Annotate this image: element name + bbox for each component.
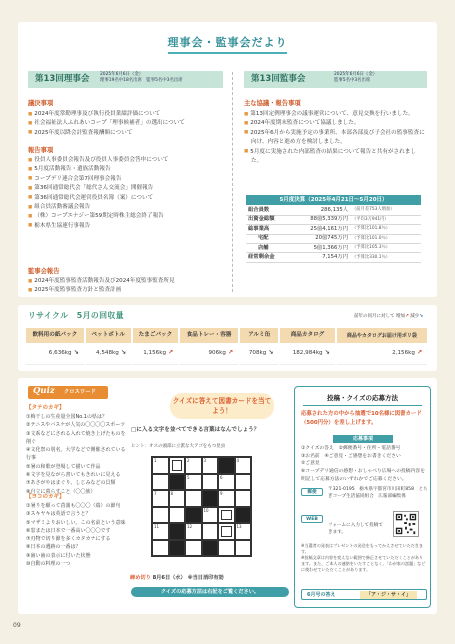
grid-cell[interactable] xyxy=(185,474,202,491)
cell-number: 6 xyxy=(220,474,223,480)
grid-cell[interactable] xyxy=(218,507,235,524)
rijikai-sec2: 報告事項 xyxy=(28,147,54,154)
kanjikai-heading: 第13回監事会 xyxy=(251,74,306,84)
grid-cell[interactable] xyxy=(202,474,219,491)
grid-cell xyxy=(202,540,219,557)
cell-number: 4 xyxy=(236,458,240,463)
list-item: ■ 第36回通常総代会運営役員名簿（案）について xyxy=(28,194,228,203)
deadline-label: 締め切り xyxy=(130,575,151,581)
list-item: ③お名前 ④ご意見・ご感想をお書きください xyxy=(301,453,401,459)
grid-cell[interactable] xyxy=(152,507,169,524)
kessan-amount: 25億4,161万円 xyxy=(292,225,350,234)
cell-number: 13 xyxy=(236,524,242,529)
deadline-date: 8月6日（水） xyxy=(152,575,186,581)
grid-cell xyxy=(202,490,219,507)
up-arrow-icon: ↗ xyxy=(227,348,233,356)
recycle-legend xyxy=(354,314,423,320)
tate-clues xyxy=(26,413,128,496)
clue-item: ⑤マザミよりおいしい。この名前という意味 xyxy=(26,519,126,526)
grid-cell[interactable] xyxy=(169,507,186,524)
cell-number: 10 xyxy=(203,507,209,513)
grid-cell[interactable] xyxy=(202,507,219,524)
clue-item: ⑧日本の遺跡の一番は？ xyxy=(26,544,81,551)
list-item: ■ 第13回定例理事会の議事運営について、意見交換を行いました。 xyxy=(244,110,427,119)
clue-item: ②テニスやバスケが人気の〇〇〇〇スポーツ xyxy=(26,422,126,429)
rijikai-sec1: 議決事項 xyxy=(28,100,54,107)
quiz-card xyxy=(18,378,437,614)
column-divider xyxy=(232,72,233,292)
rijikai-meta xyxy=(100,72,183,85)
recycle-item-cell xyxy=(132,343,179,364)
page-title: 理事会・監事会だより xyxy=(167,36,288,49)
kessan-note: （前月差753人増加） xyxy=(350,206,421,215)
web-text: フォームに入力して投稿できます。 xyxy=(328,523,383,535)
grid-cell[interactable] xyxy=(218,540,235,557)
quiz-logo-text: Quiz xyxy=(33,386,55,396)
recycle-item-name: アルミ缶 xyxy=(239,328,279,343)
list-item: ■ 2025年6月から実施予定の事業所、本部各部及び子会社の監事監査に向け、内容と進め方を検討しました。 xyxy=(244,129,427,148)
list-item: ■ 社会福祉法人ふれあいコープ「理事候補者」の選出について xyxy=(28,119,228,128)
recycle-card xyxy=(18,305,437,371)
list-item: ■ 2024年度監事監査活動報告及び2024年度監事監査所見 xyxy=(28,277,228,286)
list-item: ⑥コープデリ通信の感想・おしゃべり広場への投稿内容を明記して応募方法のいずれかでご応募ください。 xyxy=(301,469,425,482)
down-arrow-icon: ↘ xyxy=(73,348,79,356)
recycle-item-value: 2,156kg xyxy=(392,349,415,356)
last-answer-value: 「ア・ジ・サ・イ」 xyxy=(360,591,417,599)
quiz-note: クイズの応募方法は右記をご覧ください。 xyxy=(131,587,289,597)
list-item: ■ 役員人事委員会報告及び役員人事委員会答申について xyxy=(28,156,228,165)
kanjikai-date: 2025年6月6日（金） xyxy=(334,72,378,77)
grid-cell[interactable] xyxy=(185,457,202,474)
list-item: ■ （株）コープエナジー第59期定時株主総会終了報告 xyxy=(28,212,228,221)
grid-cell xyxy=(235,507,252,524)
kessan-note: （予算比101.0％） xyxy=(350,234,421,243)
list-item: ■ 5月度に実施された内部監査の結果について報告と共有がされました。 xyxy=(244,148,427,167)
kessan-amount: 286,135人 xyxy=(292,206,350,215)
kanjikai-list xyxy=(244,110,427,166)
clue-item: ③文系などにされる入れて焼き上げたものを削ぐ xyxy=(26,430,126,445)
down-arrow-icon: ↘ xyxy=(120,348,126,356)
last-answer-label: 6月号の答え xyxy=(307,592,336,598)
rijikai-date: 2025年6月6日（金） xyxy=(100,72,144,77)
clue-item: ⑦刃物で切り節を多くカタカナにする xyxy=(26,536,111,543)
cell-number: 2 xyxy=(187,458,190,463)
rijikai-heading: 第13回理事会 xyxy=(35,74,90,84)
kessan-label: 総事業高 xyxy=(246,225,292,234)
kanjikai-attendance: 監事5名中3名出席 xyxy=(334,78,371,84)
recycle-item-value: 4,548kg xyxy=(96,349,119,356)
clue-item: ⑥文字を見ながら書いてもきれいに見える xyxy=(26,472,121,479)
recycle-item-cell xyxy=(279,343,335,364)
kessan-amount: 7,154万円 xyxy=(292,253,350,262)
kessan-amount: 5億1,366万円 xyxy=(292,244,350,253)
recycle-item-cell xyxy=(85,343,132,364)
grid-cell[interactable] xyxy=(169,457,186,474)
grid-cell[interactable] xyxy=(185,490,202,507)
cell-number: 8 xyxy=(170,491,174,496)
title-underline xyxy=(168,52,287,54)
up-arrow-icon: ↗ xyxy=(405,314,409,319)
recycle-item-value: 182,984kg xyxy=(292,349,323,356)
kessan-title: 5月度決算（2025年4月21日～5月20日） xyxy=(246,195,421,205)
grid-cell xyxy=(185,507,202,524)
list-item: ①クイズの答え ②郵便番号・住所・電話番号 xyxy=(301,446,401,451)
yoko-clues xyxy=(26,502,128,568)
cell-number: 5 xyxy=(187,474,190,480)
cell-number: 3 xyxy=(203,458,207,463)
apply-fine-print xyxy=(301,543,427,573)
legend-prefix: 前年の同月に対して xyxy=(354,314,395,319)
kessan-row xyxy=(246,215,421,224)
clue-item: ⑤暑の和歌が登場して描いて作品 xyxy=(26,463,101,470)
grid-cell[interactable] xyxy=(235,490,252,507)
down-arrow-icon: ↘ xyxy=(419,314,423,319)
web-label: WEB xyxy=(301,515,323,523)
quiz-logo xyxy=(28,386,108,399)
kessan-amount: 20億745万円 xyxy=(292,234,350,243)
recycle-item-value: 906kg xyxy=(208,349,226,356)
grid-cell[interactable] xyxy=(218,474,235,491)
list-item: ■ コープデリ連合会第7回理事会報告 xyxy=(28,175,228,184)
apply-lead: 応募された方の中から抽選で10名様に図書カード（500円分）を差し上げます。 xyxy=(301,411,422,426)
kanjikai-banner xyxy=(244,71,427,88)
kessan-note: （予算比105.3％） xyxy=(350,244,421,253)
crossword-grid xyxy=(151,456,252,557)
grid-cell[interactable] xyxy=(235,540,252,557)
rijikai-sec3: 監事会報告 xyxy=(28,268,60,275)
clue-item: ⑩自動の料理の一つ xyxy=(26,561,71,568)
recycle-item-name: たまごパック xyxy=(132,328,179,343)
grid-cell[interactable] xyxy=(152,474,169,491)
mail-label: 郵便 xyxy=(301,488,323,496)
up-arrow-icon: ↗ xyxy=(168,348,174,356)
clue-item: ⑨歯い歯の表示に付いた状態 xyxy=(26,552,91,559)
kessan-label: 店舗 xyxy=(246,244,292,253)
kessan-note: （予算比101.8％） xyxy=(350,225,421,234)
quiz-hint: ヒント：オスの頭部に立派な大アゴをもつ昆虫 xyxy=(131,444,226,449)
recycle-item-name: 食品トレー・容器 xyxy=(179,328,239,343)
grid-cell xyxy=(218,457,235,474)
last-answer xyxy=(301,589,427,600)
grid-cell[interactable] xyxy=(202,457,219,474)
cell-number: 7 xyxy=(154,491,157,496)
kessan-row xyxy=(246,206,421,215)
cell-number: 12 xyxy=(187,524,193,529)
kessan-table xyxy=(246,206,421,263)
grid-cell xyxy=(169,540,186,557)
quiz-headline: クイズに答えて図書カードを当てよう！ xyxy=(170,393,274,419)
legend-down-label: 減少 xyxy=(410,314,420,319)
list-item: ■ 2024年度期末監査について協議しました。 xyxy=(244,119,427,128)
recycle-item-name: 商品やカタログお届け用ポリ袋 xyxy=(336,328,428,343)
rijikai-list1 xyxy=(28,110,228,138)
recycle-item-name: 商品カタログ xyxy=(279,328,335,343)
quiz-question: □に入る文字を並べてできる言葉はなんでしょう？ xyxy=(131,427,260,433)
clue-item: ④文化祭の別名。大学などで開催されている行事 xyxy=(26,447,126,462)
clue-item: ①暑りを願って菖蒲も〇〇〇（端）の節句 xyxy=(26,503,121,509)
recycle-item-name: ペットボトル xyxy=(85,328,132,343)
yoko-heading: 【ヨコのカギ】 xyxy=(26,494,65,500)
apply-items-bar: 応募事項 xyxy=(333,435,393,443)
rijikai-attendance: 理事19名中18名出席 監事5名中3名出席 xyxy=(100,78,183,84)
apply-title: 投稿・クイズの応募方法 xyxy=(326,394,399,402)
grid-cell[interactable] xyxy=(152,523,169,540)
list-item: ⑤ご意見 xyxy=(301,461,320,467)
grid-cell[interactable] xyxy=(152,540,169,557)
grid-cell[interactable] xyxy=(169,490,186,507)
kessan-row xyxy=(246,244,421,253)
fine-print-line: ※投稿文章は内容を変えない範囲で修正させていただくことがあります。また、ご本人の連絡をいたすことなく、「わが家の話題」などに使わせていただくことがあります。 xyxy=(301,555,426,572)
cell-number: 9 xyxy=(220,491,223,496)
list-item: ■ 組合員活動審議会報告 xyxy=(28,203,228,212)
clue-item: ⑥窓または日本で一番高い〇〇〇です xyxy=(26,527,111,534)
grid-cell xyxy=(169,523,186,540)
recycle-item-cell xyxy=(179,343,239,364)
clue-item: ⑦あさがやはまぐり、しじみなどの貝類 xyxy=(26,480,116,487)
recycle-title: リサイクル 5月の回収量 xyxy=(28,311,125,320)
grid-cell[interactable] xyxy=(202,523,219,540)
list-item: ■ 2024年度常勤理事及び執行役員業績評価について xyxy=(28,110,228,119)
grid-cell[interactable] xyxy=(185,523,202,540)
rijikai-banner xyxy=(28,71,223,88)
recycle-item-value: 6,636kg xyxy=(48,349,72,356)
kessan-note: （予算比330.1％） xyxy=(350,253,421,262)
deadline xyxy=(130,575,292,585)
kessan-label: 組合員数 xyxy=(246,206,292,215)
grid-cell[interactable] xyxy=(235,474,252,491)
legend-up-label: 増加 xyxy=(396,314,405,319)
list-item: ■ 2025年度監事監査方針と監査計画 xyxy=(28,286,228,295)
quiz-label: クロスワード xyxy=(64,389,96,395)
grid-cell[interactable] xyxy=(152,457,169,474)
kessan-label: 宅配 xyxy=(246,234,292,243)
grid-cell[interactable] xyxy=(185,540,202,557)
rijikai-list3 xyxy=(28,277,228,296)
recycle-item-cell xyxy=(336,343,428,364)
list-item: ■ 栃木県生協連行事報告 xyxy=(28,222,228,231)
apply-box xyxy=(294,386,431,608)
kessan-row xyxy=(246,253,421,262)
tate-heading: 【タテのカギ】 xyxy=(26,405,65,411)
fine-print-line: ※当選者の発表はプレゼントの発送をもってかえさせていただきます。 xyxy=(301,543,423,554)
recycle-item-value: 708kg xyxy=(248,349,267,356)
rijikai-list2 xyxy=(28,156,228,231)
list-item: ■ 2025年度以降会計監査報酬額について xyxy=(28,129,228,138)
recycle-item-value: 1,156kg xyxy=(143,349,167,356)
kessan-label: 出資金総額 xyxy=(246,215,292,224)
kanjikai-sec1: 主な協議・報告事項 xyxy=(244,100,301,107)
kessan-label: 経常剰余金 xyxy=(246,253,292,262)
deadline-note: ※当日消印有効 xyxy=(187,575,224,581)
kessan-amount: 88億5,339万円 xyxy=(292,215,350,224)
grid-cell xyxy=(169,474,186,491)
grid-cell[interactable] xyxy=(218,490,235,507)
grid-cell[interactable] xyxy=(218,523,235,540)
mail-address: 〒321-0195 栃木県宇都宮市川田町858 とちぎコープ生活協同組合 広報部編集係 xyxy=(328,487,428,499)
cell-number: 11 xyxy=(154,524,160,529)
recycle-item-cell xyxy=(239,343,279,364)
kessan-note: （平均3万941円） xyxy=(350,215,421,224)
apply-items xyxy=(301,445,425,484)
recycle-item-cell xyxy=(26,343,85,364)
kessan-row xyxy=(246,225,421,234)
up-arrow-icon: ↗ xyxy=(416,348,422,356)
board-report-card xyxy=(18,22,437,297)
page-number: 09 xyxy=(13,622,21,629)
clue-item: ①梅干しの生産量全国No.1の県は？ xyxy=(26,414,107,420)
grid-cell[interactable] xyxy=(235,457,252,474)
down-arrow-icon: ↘ xyxy=(268,348,274,356)
qr-code-icon[interactable] xyxy=(393,511,419,537)
cell-number: 1 xyxy=(154,458,157,463)
clue-item: ③スキヤキは英語で言うと？ xyxy=(26,511,91,518)
recycle-table xyxy=(26,328,429,365)
down-arrow-icon: ↘ xyxy=(324,348,330,356)
recycle-item-name: 飲料用の紙パック xyxy=(26,328,85,343)
grid-cell[interactable] xyxy=(152,490,169,507)
apply-divider xyxy=(303,405,422,406)
clue-item: ⑧自立に暮らすこと（〇〇族） xyxy=(26,488,96,495)
kanjikai-meta xyxy=(334,72,377,85)
kessan-row xyxy=(246,234,421,243)
list-item: ■ 5月度活動報告・遺族活動報告 xyxy=(28,165,228,174)
list-item: ■ 第36回通常総代会「総代さん交流会」開催報告 xyxy=(28,184,228,193)
grid-cell[interactable] xyxy=(235,523,252,540)
